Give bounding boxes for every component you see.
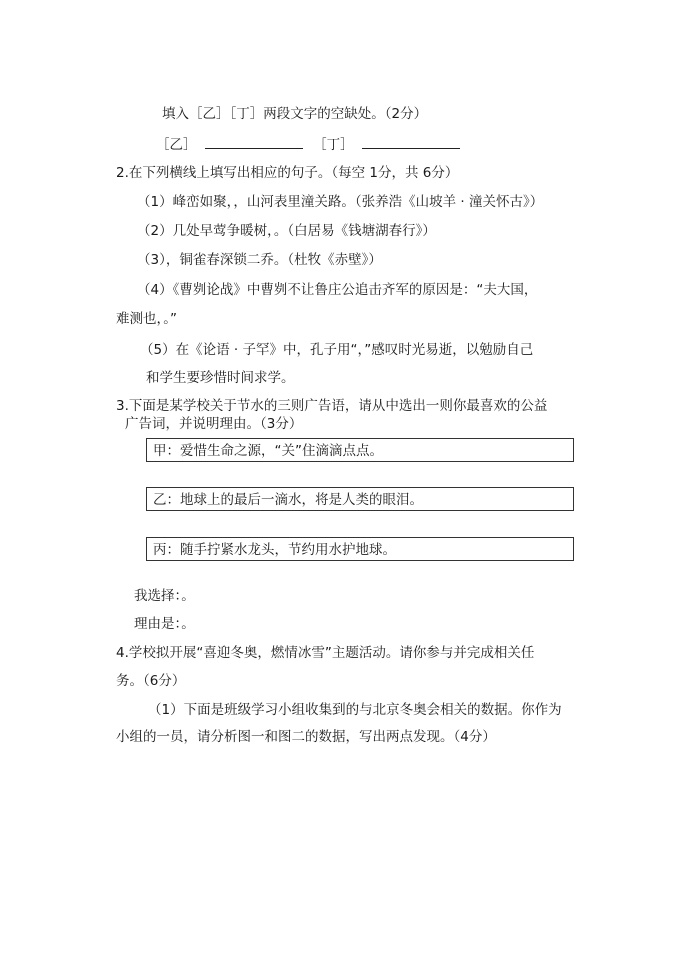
- fill-instruction: 填入［乙］［丁］两段文字的空缺处。（2分）: [162, 106, 428, 122]
- q2-item-1: （1）峰峦如聚，，山河表里潼关路。（张养浩《山坡羊 · 潼关怀古》）: [137, 194, 544, 210]
- choice-label: 我选择：。: [134, 588, 195, 604]
- blank-ding[interactable]: [362, 134, 460, 149]
- q4-title: 4.学校拟开展“喜迎冬奥，燃情冰雪”主题活动。请你参与并完成相关任: [116, 645, 535, 661]
- option-box-jia: [146, 438, 574, 462]
- option-bing: 丙：随手拧紧水龙头，节约用水护地球。: [153, 542, 396, 558]
- q3-title: 3.下面是某学校关于节水的三则广告语，请从中选出一则你最喜欢的公益: [116, 398, 548, 414]
- blank-yi[interactable]: [205, 134, 303, 149]
- fill-blanks-row: [156, 134, 460, 155]
- q2-item-4-cont: 难测也，。”: [116, 311, 177, 327]
- option-box-yi: [146, 487, 574, 511]
- q4-title-cont: 务。（6分）: [116, 673, 186, 689]
- q4-sub1-cont: 小组的一员，请分析图一和图二的数据，写出两点发现。（4分）: [116, 729, 496, 745]
- q2-title: 2.在下列横线上填写出相应的句子。（每空 1分，共 6分）: [116, 165, 459, 181]
- option-jia: 甲：爱惜生命之源，“关”住滴滴点点。: [153, 443, 383, 459]
- q2-item-2: （2）几处早莺争暖树，。（白居易《钱塘湖春行》）: [137, 223, 436, 239]
- option-box-bing: [146, 537, 574, 561]
- q3-title-cont: 广告词，并说明理由。（3分）: [125, 416, 303, 432]
- q2-item-4: （4）《曹刿论战》中曹刿不让鲁庄公追击齐军的原因是：“夫大国，: [137, 282, 538, 298]
- label-yi: ［乙］: [156, 137, 197, 153]
- q2-item-5: （5）在《论语 · 子罕》中，孔子用“，”感叹时光易逝，以勉励自己: [140, 342, 534, 358]
- q4-sub1: （1）下面是班级学习小组收集到的与北京冬奥会相关的数据。你作为: [148, 702, 562, 718]
- reason-label: 理由是：。: [134, 616, 195, 632]
- q2-item-3: （3），铜雀春深锁二乔。（杜牧《赤壁》）: [137, 252, 382, 268]
- q2-item-5-cont: 和学生要珍惜时间求学。: [146, 370, 295, 386]
- option-yi: 乙：地球上的最后一滴水，将是人类的眼泪。: [153, 492, 423, 508]
- label-ding: ［丁］: [313, 137, 354, 153]
